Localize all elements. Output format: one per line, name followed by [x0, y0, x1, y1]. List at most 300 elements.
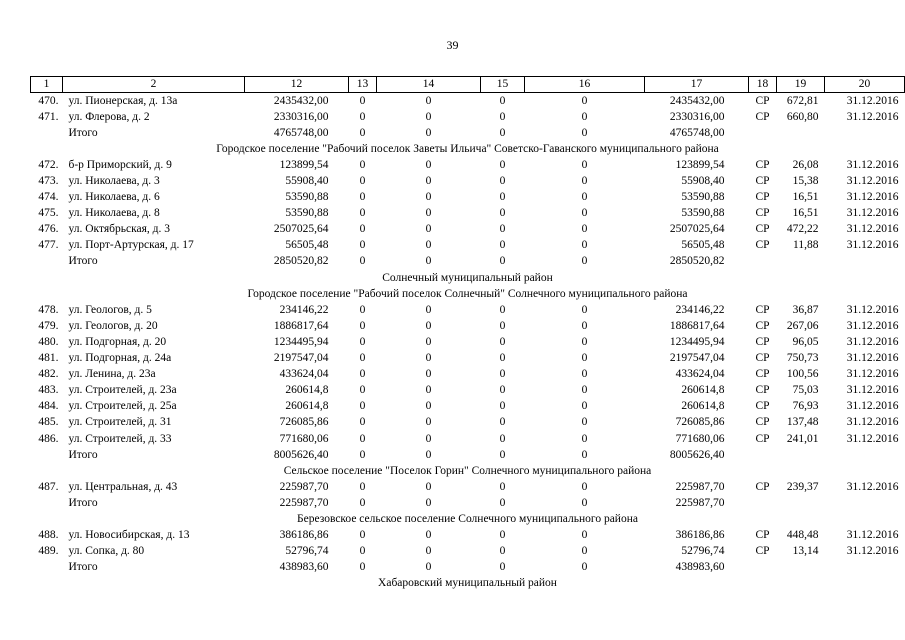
col-14-cell: 0	[425, 110, 432, 123]
section-heading-row	[31, 141, 905, 157]
row-number: 486.	[38, 432, 59, 445]
col-16-cell: 0	[581, 432, 588, 445]
col-15-cell: 0	[499, 223, 506, 236]
cost-total-cell: 771680,06	[279, 432, 329, 445]
cost-total-cell: 52796,74	[285, 545, 329, 558]
category-cell: СР	[755, 368, 770, 381]
category-cell: СР	[755, 480, 770, 493]
category-cell: СР	[755, 175, 770, 188]
col-14-cell: 0	[425, 303, 432, 316]
cost-final-cell: 2435432,00	[669, 94, 725, 107]
cost-total-cell: 1234495,94	[273, 335, 329, 348]
cost-total-cell: 225987,70	[279, 496, 329, 509]
col-13-cell: 0	[359, 384, 366, 397]
col-14-cell: 0	[425, 496, 432, 509]
col-13-cell: 0	[359, 400, 366, 413]
col-15-cell: 0	[499, 480, 506, 493]
address-cell: ул. Флерова, д. 2	[68, 110, 150, 123]
col-16-cell: 0	[581, 496, 588, 509]
table-row	[31, 383, 905, 399]
col-13-cell: 0	[359, 158, 366, 171]
col-13-cell: 0	[359, 480, 366, 493]
table-row	[31, 431, 905, 447]
cost-total-cell: 1886817,64	[273, 319, 329, 332]
col-16-cell: 0	[581, 335, 588, 348]
header-col-17: 17	[645, 77, 749, 93]
category-cell: СР	[755, 239, 770, 252]
row-number	[31, 254, 63, 270]
column-number-header-row	[31, 77, 905, 93]
header-col-14: 14	[377, 77, 481, 93]
deadline-date-cell: 31.12.2016	[846, 94, 899, 107]
cost-total-cell: 55908,40	[285, 175, 329, 188]
category-cell: СР	[755, 319, 770, 332]
col-15-cell: 0	[499, 432, 506, 445]
deadline-date-cell: 31.12.2016	[846, 110, 899, 123]
col-13-cell: 0	[359, 416, 366, 429]
col-16-cell: 0	[581, 303, 588, 316]
address-cell: ул. Геологов, д. 5	[68, 303, 152, 316]
col-13-cell: 0	[359, 255, 366, 268]
unit-value-cell	[777, 447, 825, 463]
header-col-19: 19	[777, 77, 825, 93]
col-16-cell: 0	[581, 239, 588, 252]
col-14-cell: 0	[425, 207, 432, 220]
col-16-cell: 0	[581, 175, 588, 188]
address-cell: ул. Подгорная, д. 24а	[68, 352, 172, 365]
col-15-cell: 0	[499, 448, 506, 461]
cost-total-cell: 726085,86	[279, 416, 329, 429]
table-row	[31, 528, 905, 544]
address-cell: ул. Строителей, д. 31	[68, 416, 172, 429]
col-15-cell: 0	[499, 110, 506, 123]
header-col-15: 15	[481, 77, 525, 93]
category-cell	[749, 125, 777, 141]
cost-total-cell: 53590,88	[285, 191, 329, 204]
deadline-date-cell	[825, 125, 905, 141]
col-13-cell: 0	[359, 432, 366, 445]
row-number	[31, 447, 63, 463]
cost-total-cell: 433624,04	[279, 368, 329, 381]
address-cell: ул. Николаева, д. 8	[68, 207, 160, 220]
housing-program-table	[30, 76, 905, 592]
deadline-date-cell: 31.12.2016	[846, 319, 899, 332]
address-cell: ул. Строителей, д. 23а	[68, 384, 177, 397]
deadline-date-cell	[825, 254, 905, 270]
col-14-cell: 0	[425, 352, 432, 365]
col-15-cell: 0	[499, 352, 506, 365]
cost-final-cell: 1886817,64	[669, 319, 725, 332]
deadline-date-cell: 31.12.2016	[846, 191, 899, 204]
cost-total-cell: 2507025,64	[273, 223, 329, 236]
cost-final-cell: 225987,70	[675, 480, 725, 493]
page-number: 39	[446, 38, 459, 52]
table-row	[31, 109, 905, 125]
unit-value-cell: 241,01	[786, 432, 819, 445]
deadline-date-cell: 31.12.2016	[846, 158, 899, 171]
cost-final-cell: 260614,8	[681, 400, 725, 413]
col-15-cell: 0	[499, 94, 506, 107]
cost-final-cell: 1234495,94	[669, 335, 725, 348]
col-16-cell: 0	[581, 319, 588, 332]
cost-total-cell: 123899,54	[279, 158, 329, 171]
table-row	[31, 367, 905, 383]
row-number: 483.	[38, 384, 59, 397]
col-16-cell: 0	[581, 416, 588, 429]
col-14-cell: 0	[425, 368, 432, 381]
col-15-cell: 0	[499, 384, 506, 397]
section-heading-row	[31, 286, 905, 302]
category-cell	[749, 254, 777, 270]
table-row	[31, 125, 905, 141]
table-row	[31, 495, 905, 511]
category-cell: СР	[755, 223, 770, 236]
cost-final-cell: 2507025,64	[669, 223, 725, 236]
deadline-date-cell: 31.12.2016	[846, 400, 899, 413]
section-heading: Сельское поселение "Поселок Горин" Солнечного муниципального района	[283, 464, 652, 477]
category-cell: СР	[755, 158, 770, 171]
deadline-date-cell: 31.12.2016	[846, 432, 899, 445]
unit-value-cell: 15,38	[792, 175, 819, 188]
table-row	[31, 544, 905, 560]
col-13-cell: 0	[359, 335, 366, 348]
cost-final-cell: 2330316,00	[669, 110, 725, 123]
col-16-cell: 0	[581, 158, 588, 171]
col-15-cell: 0	[499, 529, 506, 542]
cost-total-cell: 438983,60	[279, 561, 329, 574]
col-13-cell: 0	[359, 223, 366, 236]
col-14-cell: 0	[425, 158, 432, 171]
address-cell: ул. Геологов, д. 20	[68, 319, 158, 332]
unit-value-cell: 672,81	[786, 94, 819, 107]
address-cell: ул. Подгорная, д. 20	[68, 335, 167, 348]
row-number: 489.	[38, 545, 59, 558]
address-cell: ул. Порт-Артурская, д. 17	[68, 239, 194, 252]
col-13-cell: 0	[359, 496, 366, 509]
cost-total-cell: 260614,8	[285, 400, 329, 413]
cost-total-cell: 2850520,82	[273, 255, 329, 268]
section-heading: Солнечный муниципальный район	[382, 271, 553, 284]
section-heading: Хабаровский муниципальный район	[378, 577, 557, 590]
row-number	[31, 125, 63, 141]
cost-total-cell: 225987,70	[279, 480, 329, 493]
cost-total-cell: 56505,48	[285, 239, 329, 252]
address-cell: Итого	[68, 126, 98, 139]
category-cell: СР	[755, 110, 770, 123]
category-cell: СР	[755, 352, 770, 365]
deadline-date-cell	[825, 560, 905, 576]
col-16-cell: 0	[581, 545, 588, 558]
cost-final-cell: 225987,70	[675, 496, 725, 509]
category-cell: СР	[755, 191, 770, 204]
cost-final-cell: 2197547,04	[669, 352, 725, 365]
deadline-date-cell: 31.12.2016	[846, 384, 899, 397]
cost-final-cell: 433624,04	[675, 368, 725, 381]
deadline-date-cell: 31.12.2016	[846, 529, 899, 542]
cost-final-cell: 123899,54	[675, 158, 725, 171]
unit-value-cell: 239,37	[786, 480, 819, 493]
col-13-cell: 0	[359, 191, 366, 204]
address-cell: ул. Николаева, д. 3	[68, 175, 160, 188]
row-number	[31, 560, 63, 576]
section-heading-row	[31, 511, 905, 527]
col-16-cell: 0	[581, 126, 588, 139]
col-16-cell: 0	[581, 255, 588, 268]
unit-value-cell	[777, 560, 825, 576]
col-14-cell: 0	[425, 480, 432, 493]
col-15-cell: 0	[499, 335, 506, 348]
cost-final-cell: 52796,74	[681, 545, 725, 558]
col-15-cell: 0	[499, 191, 506, 204]
cost-final-cell: 2850520,82	[669, 255, 725, 268]
table-row	[31, 318, 905, 334]
unit-value-cell: 76,93	[792, 400, 819, 413]
section-heading: Городское поселение "Рабочий поселок Солнечный" Солнечного муниципального района	[247, 287, 688, 300]
col-14-cell: 0	[425, 561, 432, 574]
col-14-cell: 0	[425, 335, 432, 348]
category-cell: СР	[755, 384, 770, 397]
section-heading-row	[31, 463, 905, 479]
col-14-cell: 0	[425, 255, 432, 268]
deadline-date-cell: 31.12.2016	[846, 545, 899, 558]
deadline-date-cell: 31.12.2016	[846, 335, 899, 348]
unit-value-cell: 750,73	[786, 352, 819, 365]
cost-final-cell: 55908,40	[681, 175, 725, 188]
col-14-cell: 0	[425, 416, 432, 429]
address-cell: Итого	[68, 496, 98, 509]
category-cell	[749, 495, 777, 511]
cost-final-cell: 53590,88	[681, 207, 725, 220]
row-number: 475.	[38, 207, 59, 220]
table-row	[31, 206, 905, 222]
category-cell: СР	[755, 335, 770, 348]
col-13-cell: 0	[359, 239, 366, 252]
address-cell: Итого	[68, 448, 98, 461]
col-13-cell: 0	[359, 368, 366, 381]
col-16-cell: 0	[581, 207, 588, 220]
col-14-cell: 0	[425, 175, 432, 188]
col-14-cell: 0	[425, 432, 432, 445]
cost-final-cell: 771680,06	[675, 432, 725, 445]
col-14-cell: 0	[425, 400, 432, 413]
header-col-20: 20	[825, 77, 905, 93]
address-cell: Итого	[68, 255, 98, 268]
unit-value-cell: 16,51	[792, 207, 819, 220]
col-15-cell: 0	[499, 496, 506, 509]
deadline-date-cell: 31.12.2016	[846, 223, 899, 236]
deadline-date-cell: 31.12.2016	[846, 175, 899, 188]
col-15-cell: 0	[499, 255, 506, 268]
table-row	[31, 479, 905, 495]
address-cell: ул. Новосибирская, д. 13	[68, 529, 190, 542]
header-col-16: 16	[525, 77, 645, 93]
unit-value-cell: 75,03	[792, 384, 819, 397]
unit-value-cell	[777, 495, 825, 511]
col-16-cell: 0	[581, 352, 588, 365]
header-col-12: 12	[245, 77, 349, 93]
category-cell: СР	[755, 303, 770, 316]
row-number: 477.	[38, 239, 59, 252]
row-number: 478.	[38, 303, 59, 316]
cost-total-cell: 2197547,04	[273, 352, 329, 365]
address-cell: ул. Центральная, д. 43	[68, 480, 178, 493]
section-heading: Березовское сельское поселение Солнечного муниципального района	[297, 512, 638, 525]
col-13-cell: 0	[359, 207, 366, 220]
col-13-cell: 0	[359, 175, 366, 188]
row-number: 479.	[38, 319, 59, 332]
col-15-cell: 0	[499, 207, 506, 220]
col-13-cell: 0	[359, 448, 366, 461]
row-number	[31, 495, 63, 511]
col-13-cell: 0	[359, 352, 366, 365]
col-15-cell: 0	[499, 400, 506, 413]
col-13-cell: 0	[359, 110, 366, 123]
address-cell: б-р Приморский, д. 9	[68, 158, 172, 171]
cost-total-cell: 386186,86	[279, 529, 329, 542]
category-cell: СР	[755, 529, 770, 542]
col-16-cell: 0	[581, 448, 588, 461]
unit-value-cell: 96,05	[792, 335, 819, 348]
deadline-date-cell: 31.12.2016	[846, 352, 899, 365]
col-16-cell: 0	[581, 368, 588, 381]
table-row	[31, 157, 905, 173]
table-row	[31, 415, 905, 431]
col-14-cell: 0	[425, 94, 432, 107]
deadline-date-cell: 31.12.2016	[846, 303, 899, 316]
unit-value-cell: 36,87	[792, 303, 819, 316]
category-cell	[749, 560, 777, 576]
cost-final-cell: 234146,22	[675, 303, 725, 316]
table-row	[31, 560, 905, 576]
category-cell	[749, 447, 777, 463]
cost-final-cell: 4765748,00	[669, 126, 725, 139]
col-16-cell: 0	[581, 223, 588, 236]
cost-final-cell: 438983,60	[675, 561, 725, 574]
col-16-cell: 0	[581, 561, 588, 574]
unit-value-cell: 137,48	[786, 416, 819, 429]
col-14-cell: 0	[425, 448, 432, 461]
table-row	[31, 222, 905, 238]
category-cell: СР	[755, 416, 770, 429]
table-row	[31, 302, 905, 318]
col-16-cell: 0	[581, 529, 588, 542]
category-cell: СР	[755, 432, 770, 445]
deadline-date-cell: 31.12.2016	[846, 207, 899, 220]
header-col-1: 1	[31, 77, 63, 93]
row-number: 482.	[38, 368, 59, 381]
cost-total-cell: 234146,22	[279, 303, 329, 316]
col-13-cell: 0	[359, 561, 366, 574]
cost-total-cell: 2435432,00	[273, 94, 329, 107]
col-15-cell: 0	[499, 368, 506, 381]
cost-total-cell: 4765748,00	[273, 126, 329, 139]
col-14-cell: 0	[425, 223, 432, 236]
row-number: 487.	[38, 480, 59, 493]
col-13-cell: 0	[359, 126, 366, 139]
col-13-cell: 0	[359, 529, 366, 542]
col-16-cell: 0	[581, 384, 588, 397]
header-col-2: 2	[63, 77, 245, 93]
unit-value-cell	[777, 125, 825, 141]
unit-value-cell: 100,56	[786, 368, 819, 381]
col-16-cell: 0	[581, 94, 588, 107]
unit-value-cell: 660,80	[786, 110, 819, 123]
address-cell: ул. Пионерская, д. 13а	[68, 94, 178, 107]
table-row	[31, 173, 905, 189]
col-15-cell: 0	[499, 561, 506, 574]
section-heading: Городское поселение "Рабочий поселок Заветы Ильича" Советско-Гаванского муниципального района	[216, 142, 719, 155]
col-14-cell: 0	[425, 384, 432, 397]
col-14-cell: 0	[425, 545, 432, 558]
col-16-cell: 0	[581, 191, 588, 204]
table-row	[31, 447, 905, 463]
section-heading-row	[31, 576, 905, 592]
unit-value-cell: 13,14	[792, 545, 819, 558]
col-14-cell: 0	[425, 191, 432, 204]
table-row	[31, 190, 905, 206]
col-13-cell: 0	[359, 545, 366, 558]
address-cell: ул. Октябрьская, д. 3	[68, 223, 170, 236]
row-number: 470.	[38, 94, 59, 107]
deadline-date-cell: 31.12.2016	[846, 368, 899, 381]
category-cell: СР	[755, 400, 770, 413]
col-15-cell: 0	[499, 545, 506, 558]
row-number: 488.	[38, 529, 59, 542]
row-number: 481.	[38, 352, 59, 365]
col-14-cell: 0	[425, 239, 432, 252]
table-row	[31, 238, 905, 254]
col-15-cell: 0	[499, 239, 506, 252]
deadline-date-cell: 31.12.2016	[846, 239, 899, 252]
category-cell: СР	[755, 545, 770, 558]
cost-final-cell: 53590,88	[681, 191, 725, 204]
col-13-cell: 0	[359, 319, 366, 332]
address-cell: ул. Строителей, д. 25а	[68, 400, 177, 413]
unit-value-cell: 26,08	[792, 158, 819, 171]
col-15-cell: 0	[499, 416, 506, 429]
row-number: 484.	[38, 400, 59, 413]
row-number: 480.	[38, 335, 59, 348]
unit-value-cell	[777, 254, 825, 270]
table-row	[31, 93, 905, 110]
header-col-18: 18	[749, 77, 777, 93]
cost-final-cell: 56505,48	[681, 239, 725, 252]
table-body	[31, 93, 905, 592]
cost-total-cell: 260614,8	[285, 384, 329, 397]
col-14-cell: 0	[425, 529, 432, 542]
cost-final-cell: 8005626,40	[669, 448, 725, 461]
deadline-date-cell: 31.12.2016	[846, 416, 899, 429]
cost-total-cell: 2330316,00	[273, 110, 329, 123]
category-cell: СР	[755, 207, 770, 220]
unit-value-cell: 11,88	[793, 239, 819, 252]
address-cell: ул. Сопка, д. 80	[68, 545, 145, 558]
cost-final-cell: 260614,8	[681, 384, 725, 397]
cost-total-cell: 8005626,40	[273, 448, 329, 461]
unit-value-cell: 472,22	[786, 223, 819, 236]
col-15-cell: 0	[499, 175, 506, 188]
col-15-cell: 0	[499, 158, 506, 171]
deadline-date-cell: 31.12.2016	[846, 480, 899, 493]
category-cell: СР	[755, 94, 770, 107]
table-row	[31, 254, 905, 270]
cost-final-cell: 386186,86	[675, 529, 725, 542]
address-cell: ул. Строителей, д. 33	[68, 432, 172, 445]
row-number: 473.	[38, 175, 59, 188]
unit-value-cell: 267,06	[786, 319, 819, 332]
col-15-cell: 0	[499, 319, 506, 332]
unit-value-cell: 448,48	[786, 529, 819, 542]
